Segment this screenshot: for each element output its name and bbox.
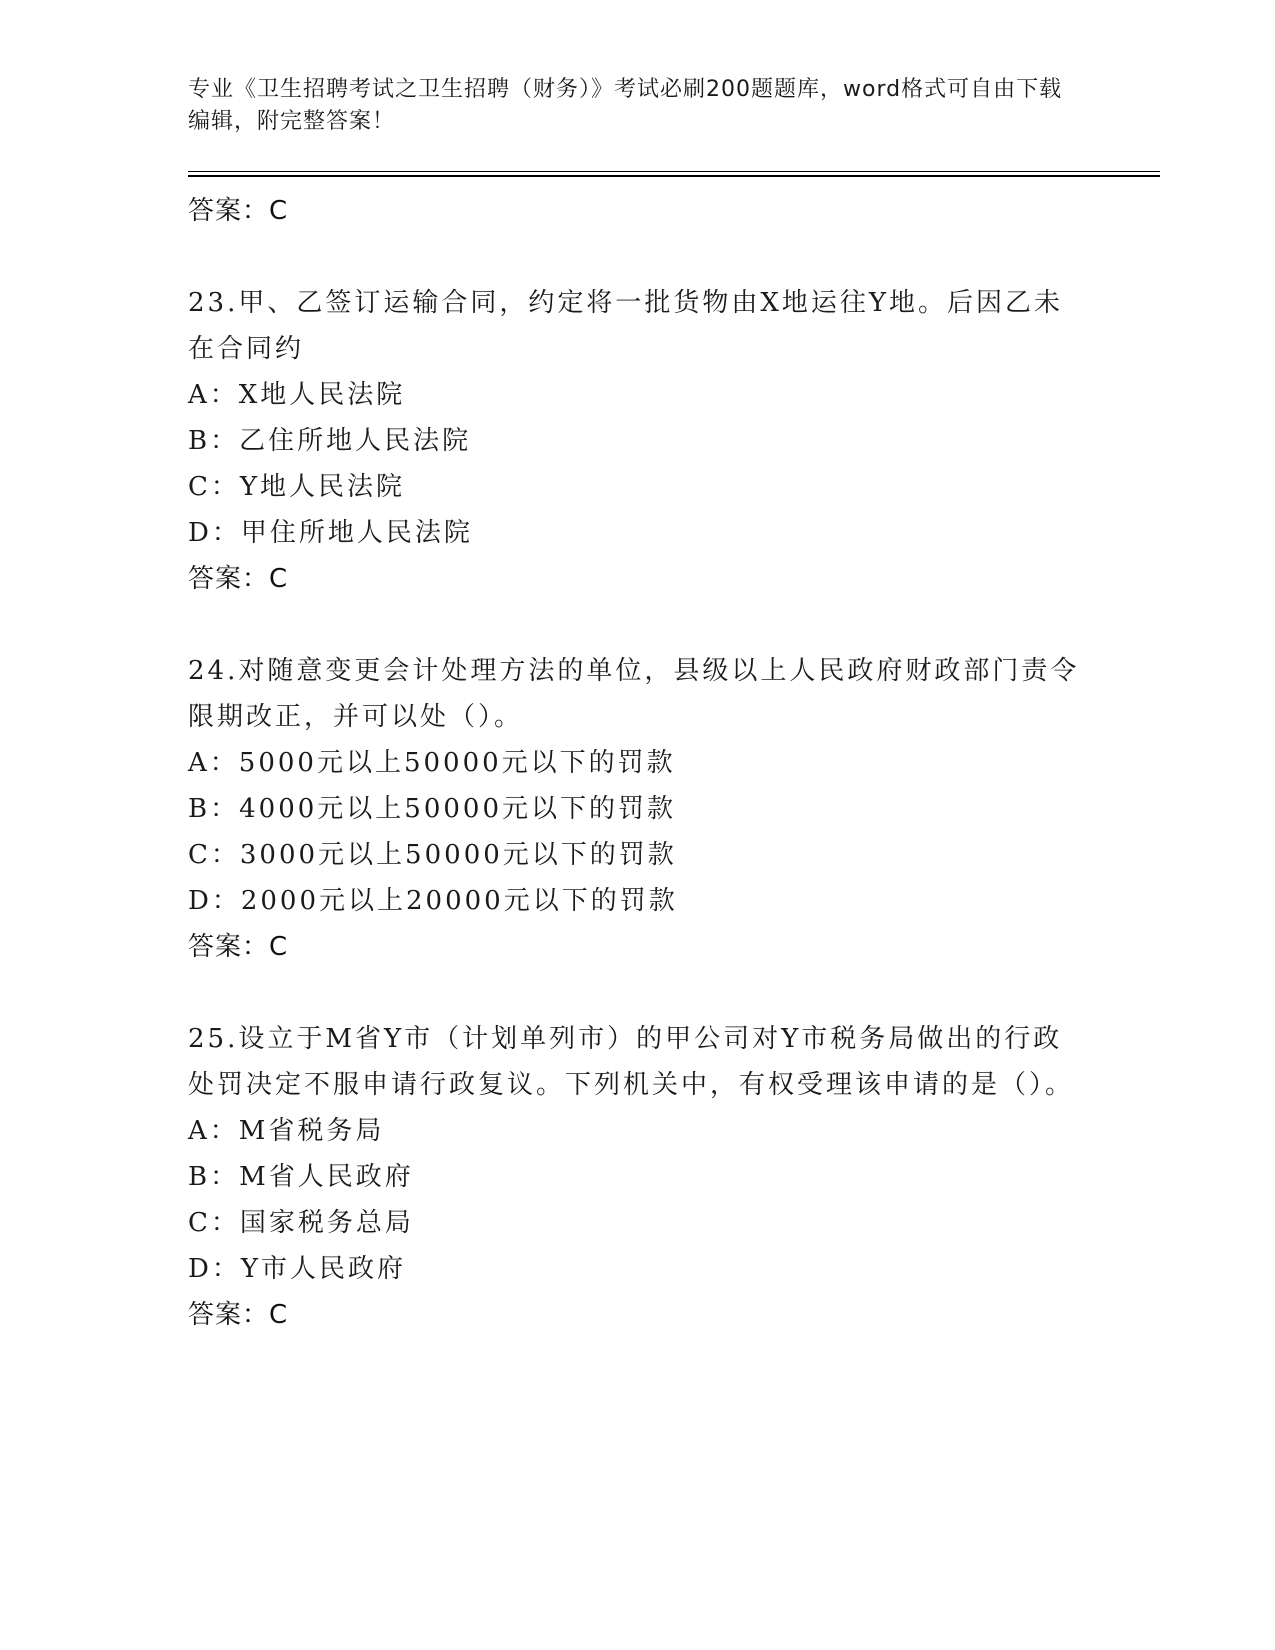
document-header: 专业《卫生招聘考试之卫生招聘（财务）》考试必刷200题题库，word格式可自由下载编辑，附完整答案！: [188, 77, 1063, 134]
option-a: A：5000元以上50000元以下的罚款: [188, 748, 676, 778]
option-c: C：Y地人民法院: [188, 472, 406, 502]
option-a: A：M省税务局: [188, 1116, 385, 1146]
question-stem: 24.对随意变更会计处理方法的单位，县级以上人民政府财政部门责令限期改正，并可以处（）。: [188, 656, 1080, 732]
question-stem: 25.设立于M省Y市（计划单列市）的甲公司对Y市税务局做出的行政处罚决定不服申请行政复议。下列机关中，有权受理该申请的是（）。: [188, 1024, 1075, 1100]
option-d: D：2000元以上20000元以下的罚款: [188, 886, 678, 916]
option-d: D：甲住所地人民法院: [188, 518, 473, 548]
option-b: B：4000元以上50000元以下的罚款: [188, 794, 676, 824]
option-a: A：X地人民法院: [188, 380, 406, 410]
answer-label: 答案：C: [188, 196, 289, 226]
document-body: [188, 188, 1088, 1338]
option-b: B：乙住所地人民法院: [188, 426, 472, 456]
answer-label: 答案：C: [188, 1300, 289, 1330]
answer-label: 答案：C: [188, 932, 289, 962]
question-23: [188, 280, 1088, 602]
header-rule-thin: [188, 171, 1160, 172]
option-b: B：M省人民政府: [188, 1162, 414, 1192]
header-rule-thick: [188, 175, 1160, 177]
option-c: C：国家税务总局: [188, 1208, 414, 1238]
question-stem: 23.甲、乙签订运输合同，约定将一批货物由X地运往Y地。后因乙未在合同约: [188, 288, 1064, 364]
option-c: C：3000元以上50000元以下的罚款: [188, 840, 677, 870]
question-25: [188, 1016, 1088, 1338]
option-d: D：Y市人民政府: [188, 1254, 407, 1284]
question-24: [188, 648, 1088, 970]
answer-label: 答案：C: [188, 564, 289, 594]
